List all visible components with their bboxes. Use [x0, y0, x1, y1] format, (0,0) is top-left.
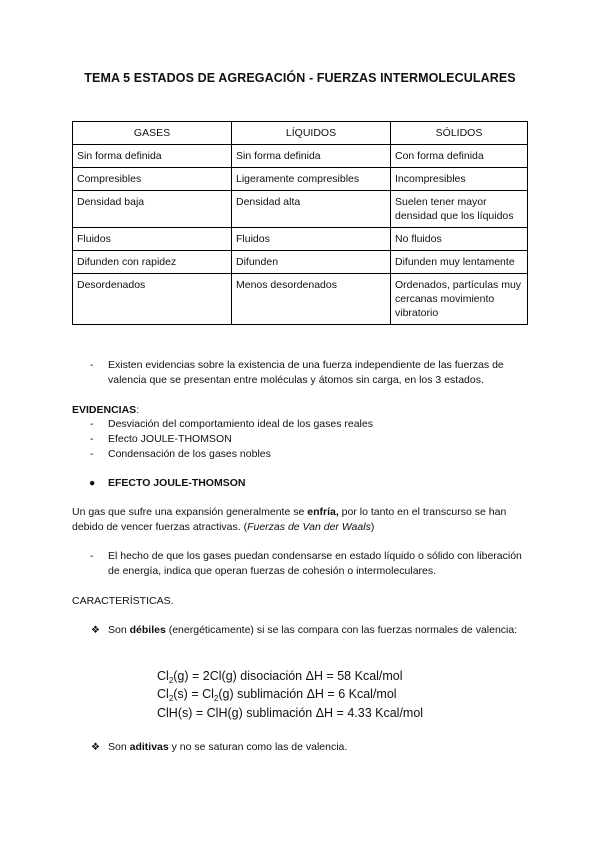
caract-1-pre: Son — [108, 624, 130, 636]
eq-sub: 2 — [168, 694, 174, 703]
table-cell: Fluidos — [73, 228, 232, 251]
caract-1-post: (energéticamente) si se las compara con las fuerzas normales de valencia: — [165, 624, 518, 636]
eq-part: (s) = Cl — [173, 687, 214, 701]
eq-sub: 2 — [213, 694, 219, 703]
dash-marker: - — [90, 418, 94, 430]
states-table — [72, 121, 528, 325]
table-cell: Densidad baja — [73, 191, 232, 228]
page-title: TEMA 5 ESTADOS DE AGREGACIÓN - FUERZAS INTERMOLECULARES — [84, 71, 516, 85]
table-cell: Desordenados — [73, 274, 232, 325]
intro-bullet-text: Existen evidencias sobre la existencia de una fuerza independiente de las fuerzas de valencia que se presentan entre moléculas y átomos sin carga, en los 3 estados. — [108, 359, 504, 386]
equation-line — [157, 705, 423, 722]
bullet-dot-icon: ● — [89, 477, 96, 489]
table-cell: Difunden con rapidez — [73, 251, 232, 274]
table-cell: Ordenados, partículas muy cercanas movimiento vibratorio — [391, 274, 528, 325]
equation-line — [157, 668, 403, 685]
caract-2-pre: Son — [108, 741, 130, 753]
eq-part: (g) sublimación ΔH = 6 Kcal/mol — [218, 687, 397, 701]
table-cell: Compresibles — [73, 168, 232, 191]
joule-text-1: Un gas que sufre una expansión generalmente se — [72, 506, 308, 518]
joule-heading-line — [89, 476, 246, 491]
table-cell: Fluidos — [232, 228, 391, 251]
header-liquidos: LÍQUIDOS — [232, 122, 391, 145]
diamond-bullet-icon: ❖ — [91, 742, 100, 753]
equation-line — [157, 686, 397, 703]
intro-bullet — [90, 358, 528, 388]
caracteristica-item — [91, 623, 528, 638]
table-cell: Incompresibles — [391, 168, 528, 191]
evidencia-text: Desviación del comportamiento ideal de los gases reales — [108, 418, 373, 430]
evidencia-text: Efecto JOULE-THOMSON — [108, 433, 232, 445]
table-row — [73, 191, 528, 228]
table-cell: Menos desordenados — [232, 274, 391, 325]
header-solidos: SÓLIDOS — [391, 122, 528, 145]
joule-heading: EFECTO JOULE-THOMSON — [108, 477, 246, 489]
caract-2-bold: aditivas — [129, 741, 169, 753]
eq-part: (g) = 2Cl(g) disociación ΔH = 58 Kcal/mol — [173, 669, 403, 683]
table-row — [73, 251, 528, 274]
dash-marker: - — [90, 550, 94, 562]
table-header-row — [73, 122, 528, 145]
table-cell: Ligeramente compresibles — [232, 168, 391, 191]
joule-bullet — [90, 549, 528, 579]
table-row — [73, 228, 528, 251]
caract-2-post: y no se saturan como las de valencia. — [168, 741, 348, 753]
dash-marker: - — [90, 433, 94, 445]
table-row — [73, 168, 528, 191]
joule-text-2: por lo tanto en el transcurso se han debido de vencer fuerzas atractivas. ( — [72, 506, 507, 533]
evidencia-item — [90, 417, 373, 432]
diamond-bullet-icon: ❖ — [91, 625, 100, 636]
table-cell: Suelen tener mayor densidad que los líquidos — [391, 191, 528, 228]
joule-text-italic: Fuerzas de Van der Waals — [247, 521, 371, 533]
evidencia-item — [90, 447, 271, 462]
evidencias-heading: EVIDENCIAS — [72, 404, 137, 416]
table-row — [73, 145, 528, 168]
evidencia-item — [90, 432, 232, 447]
table-cell: Difunden — [232, 251, 391, 274]
table-cell: Sin forma definida — [73, 145, 232, 168]
eq-part: Cl — [157, 669, 169, 683]
caracteristica-item — [91, 740, 528, 755]
evidencias-heading-line — [72, 403, 139, 418]
table-cell: Sin forma definida — [232, 145, 391, 168]
eq-sub: 2 — [168, 676, 174, 685]
eq-part: Cl — [157, 687, 169, 701]
evidencia-text: Condensación de los gases nobles — [108, 448, 271, 460]
table-row — [73, 274, 528, 325]
eq-part: ClH(s) = ClH(g) sublimación ΔH = 4.33 Kcal/mol — [157, 706, 424, 720]
joule-bullet-text: El hecho de que los gases puedan condensarse en estado líquido o sólido con liberación de energía, indica que operan fuerzas de cohesión o intermoleculares. — [108, 550, 522, 577]
dash-marker: - — [90, 359, 94, 371]
dash-marker: - — [90, 448, 94, 460]
table-cell: Densidad alta — [232, 191, 391, 228]
header-gases: GASES — [73, 122, 232, 145]
joule-text-bold: enfría, — [307, 506, 339, 518]
table-cell: No fluidos — [391, 228, 528, 251]
joule-text-end: ) — [370, 521, 375, 533]
table-cell: Difunden muy lentamente — [391, 251, 528, 274]
caract-1-bold: débiles — [129, 624, 166, 636]
joule-paragraph — [72, 505, 528, 535]
evidencias-colon: : — [136, 404, 140, 416]
table-cell: Con forma definida — [391, 145, 528, 168]
caracteristicas-heading: CARACTERÍSTICAS. — [72, 595, 174, 607]
